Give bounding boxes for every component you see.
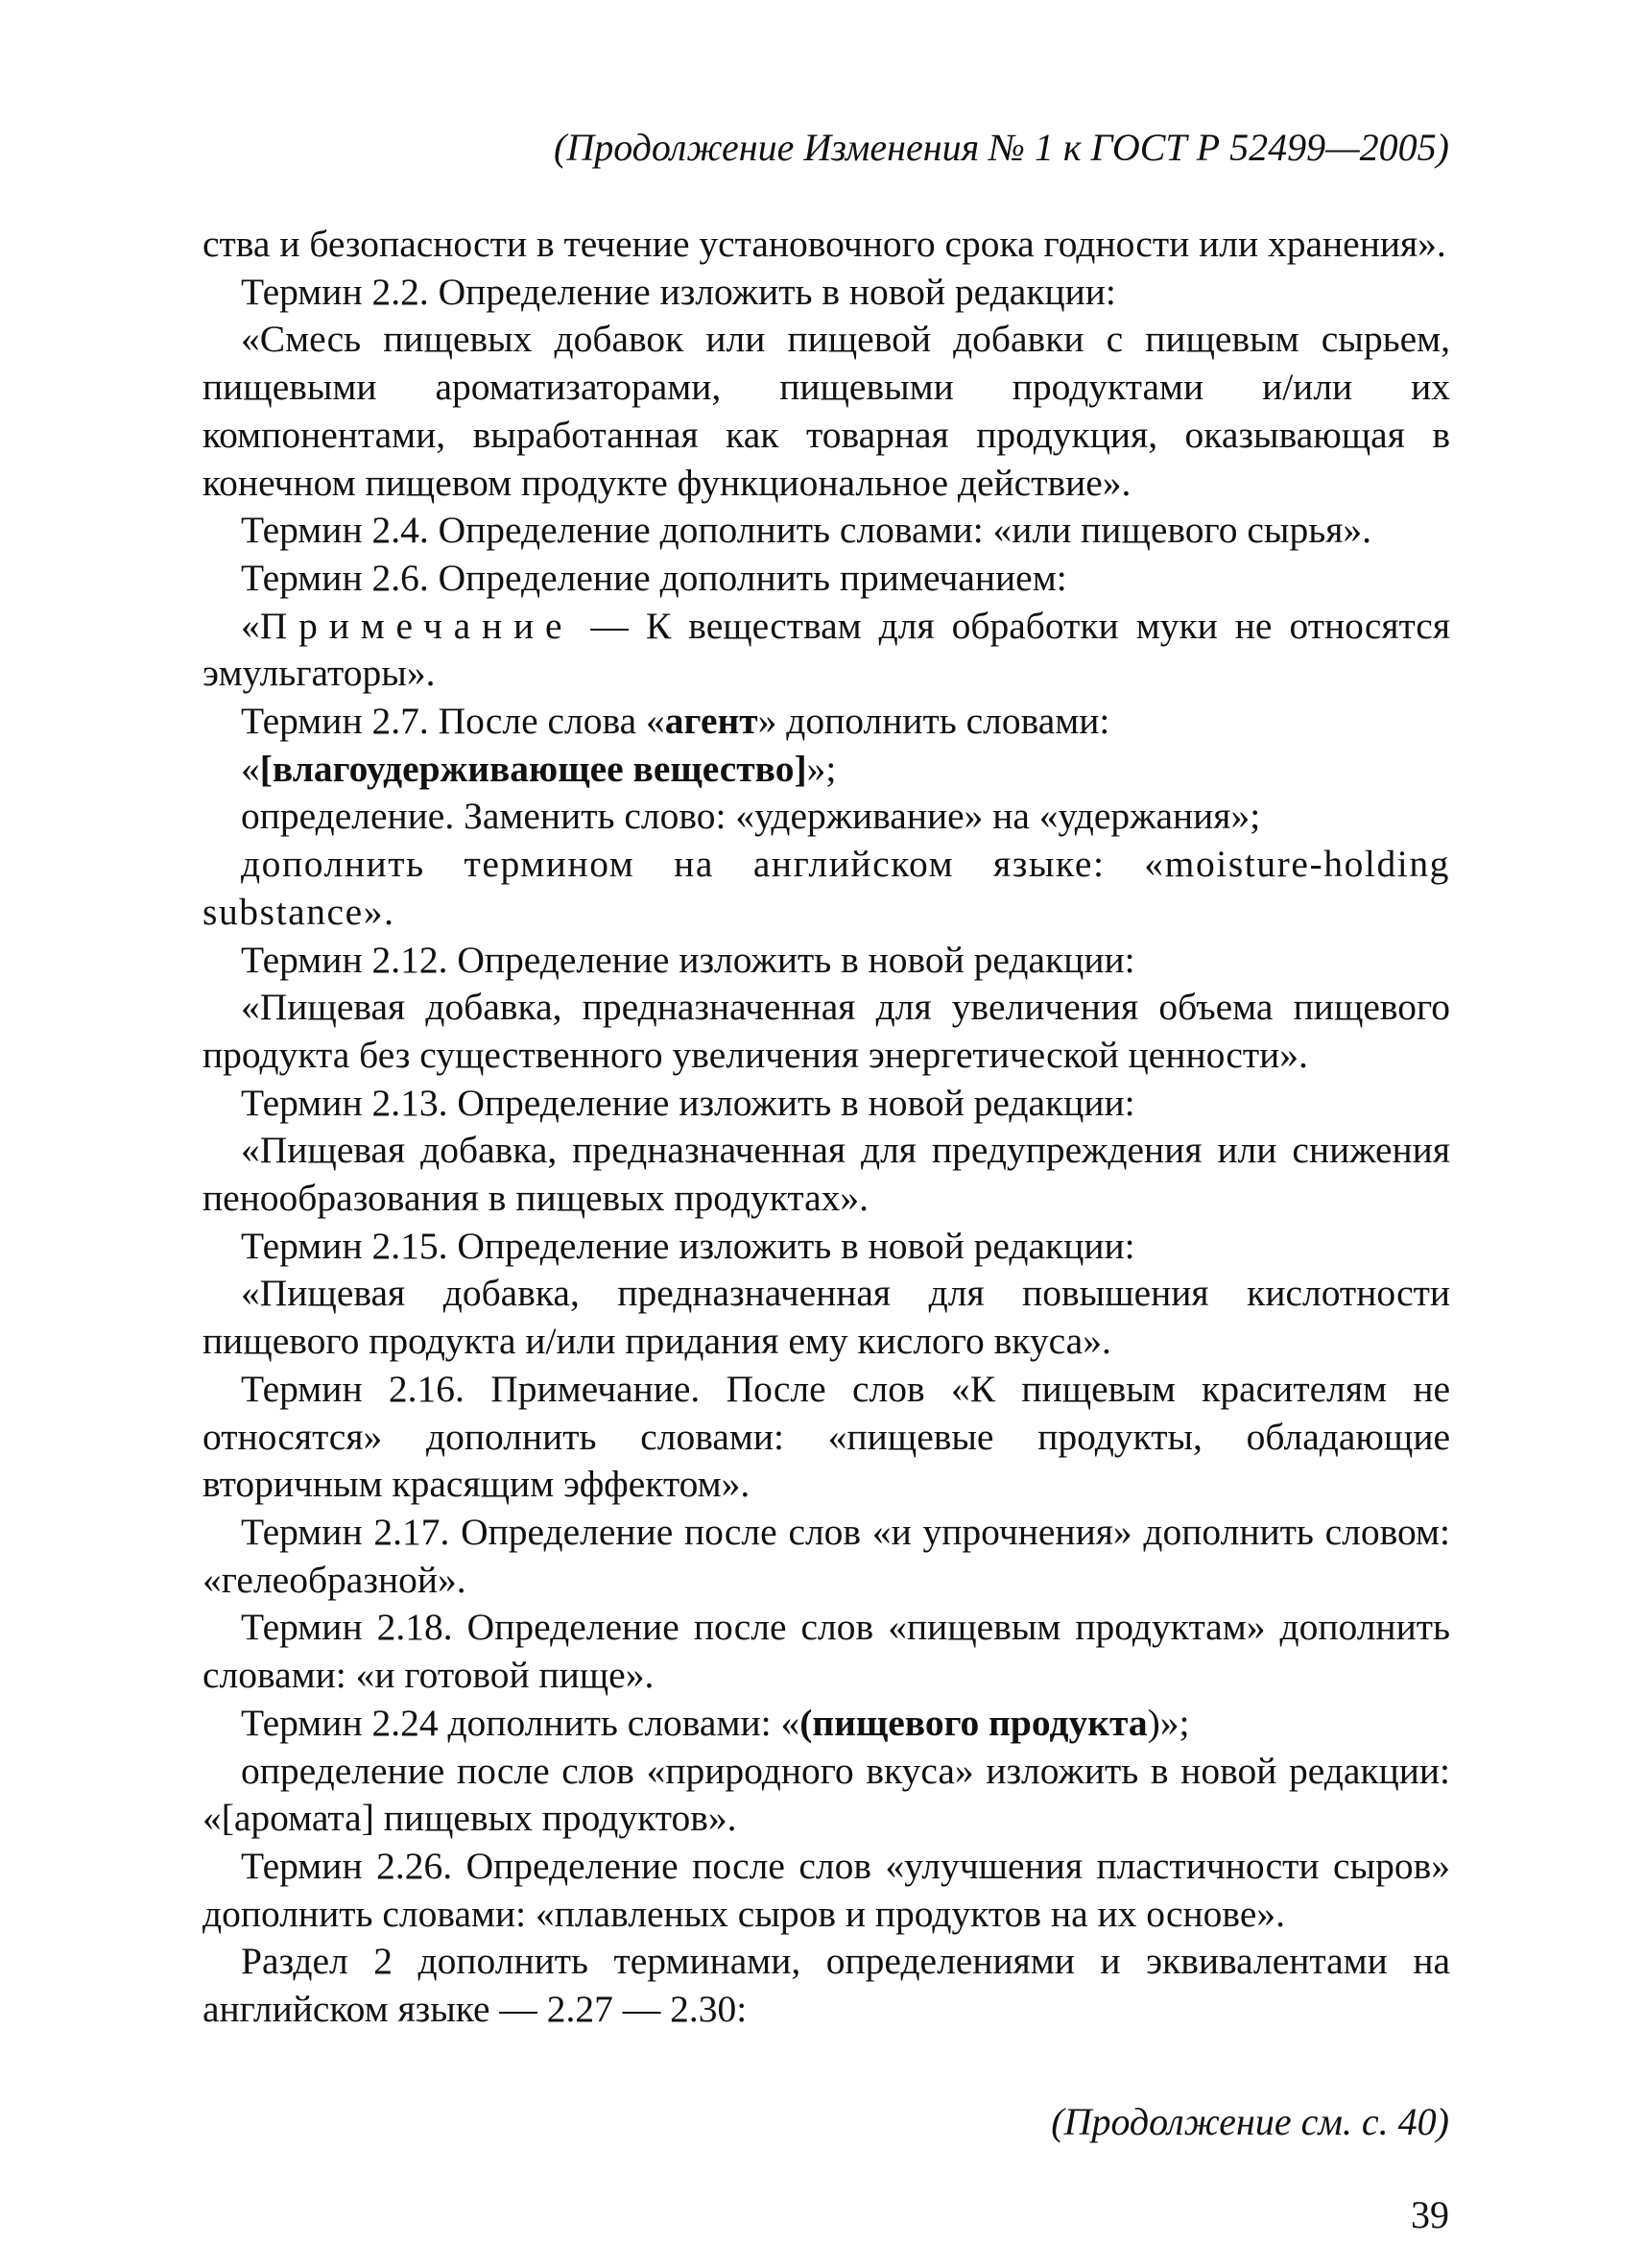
paragraph: ства и безопасности в течение установочного срока годности или хранения».	[203, 223, 1446, 265]
document-body	[203, 221, 1450, 2034]
bold-term: агент	[664, 700, 758, 743]
paragraph: Термин 2.7. После слова «агент» дополнить словами:	[241, 700, 1110, 743]
paragraph: Термин 2.17. Определение после слов «и упрочнения» дополнить словом: «гелеобразной».	[203, 1510, 1450, 1601]
paragraph: Термин 2.12. Определение изложить в новой редакции:	[241, 938, 1135, 981]
paragraph: дополнить термином на английском языке: «moisture-holding substance».	[203, 843, 1450, 933]
quote-open: «	[241, 604, 260, 647]
paragraph: Раздел 2 дополнить терминами, определениями и эквивалентами на английском языке — 2.27 — 2.30:	[203, 1940, 1450, 2031]
paragraph: «Смесь пищевых добавок или пищевой добавки с пищевым сырьем, пищевыми ароматизаторами, пищевыми продуктами и/или их компонентами, выработанная как товарная продукция, оказывающая в конечном пищевом продукте функциональное действие».	[203, 318, 1450, 504]
paragraph: определение после слов «природного вкуса» изложить в новой редакции: «[аромата] пищевых продуктов».	[203, 1749, 1450, 1840]
note-text: — К веществам для обработки муки не относятся эмульгаторы».	[203, 604, 1450, 695]
continuation-note: (Продолжение см. с. 40)	[1051, 2100, 1449, 2143]
paragraph: Термин 2.15. Определение изложить в новой редакции:	[241, 1224, 1135, 1267]
running-header: (Продолжение Изменения № 1 к ГОСТ Р 52499—2005)	[554, 126, 1449, 169]
paragraph: «[влагоудерживающее вещество]»;	[241, 747, 837, 790]
paragraph: Термин 2.16. Примечание. После слов «К пищевым красителям не относятся» дополнить словами: «пищевые продукты, обладающие вторичным красящим эффектом».	[203, 1367, 1450, 1506]
note-paragraph	[203, 603, 1450, 698]
bold-term: [влагоудерживающее вещество]	[259, 747, 807, 790]
paragraph: Термин 2.18. Определение после слов «пищевым продуктам» дополнить словами: «и готовой пище».	[203, 1606, 1450, 1697]
page-number: 39	[1411, 2193, 1449, 2236]
paragraph: Термин 2.26. Определение после слов «улучшения пластичности сыров» дополнить словами: «плавленых сыров и продуктов на их основе».	[203, 1844, 1450, 1935]
paragraph: определение. Заменить слово: «удерживание» на «удержания»;	[241, 795, 1261, 838]
paragraph: Термин 2.24 дополнить словами: «(пищевого продукта)»;	[241, 1701, 1190, 1744]
paragraph: Термин 2.6. Определение дополнить примечанием:	[241, 556, 1067, 599]
paragraph: «Пищевая добавка, предназначенная для повышения кислотности пищевого продукта и/или придания ему кислого вкуса».	[203, 1272, 1450, 1363]
paragraph: «Пищевая добавка, предназначенная для увеличения объема пищевого продукта без существенного увеличения энергетической ценности».	[203, 986, 1450, 1076]
bold-term: (пищевого продукта	[799, 1701, 1148, 1744]
paragraph: «Пищевая добавка, предназначенная для предупреждения или снижения пенообразования в пищевых продуктах».	[203, 1129, 1450, 1220]
paragraph: Термин 2.2. Определение изложить в новой редакции:	[241, 270, 1116, 313]
paragraph: Термин 2.4. Определение дополнить словами: «или пищевого сырья».	[241, 509, 1371, 552]
note-label: Примечание	[259, 604, 574, 647]
paragraph: Термин 2.13. Определение изложить в новой редакции:	[241, 1081, 1135, 1124]
